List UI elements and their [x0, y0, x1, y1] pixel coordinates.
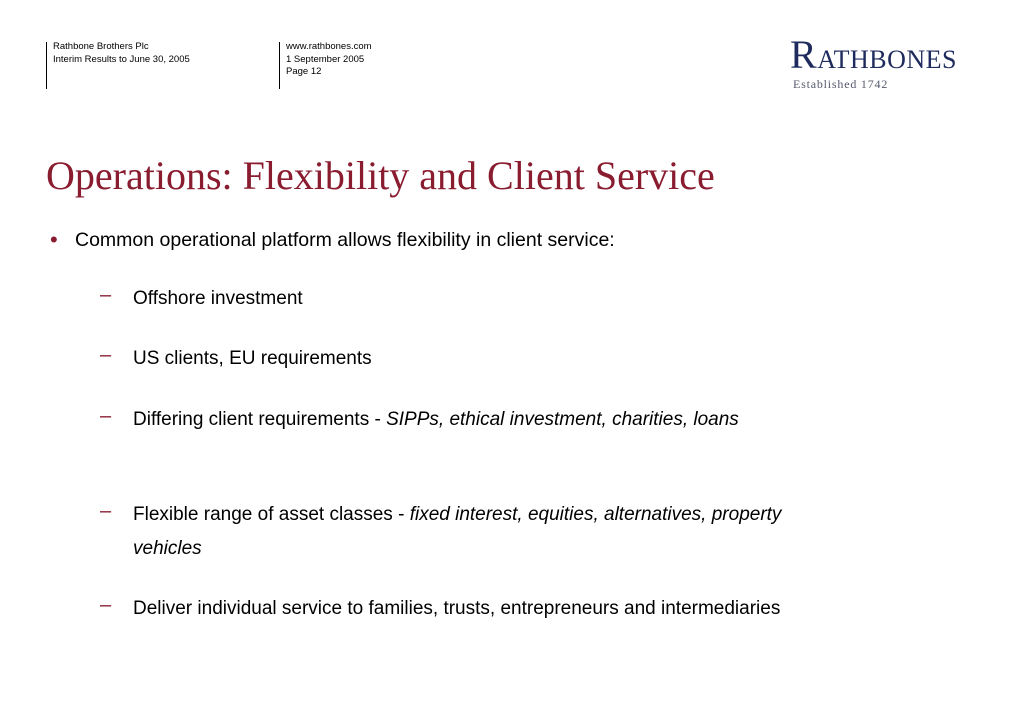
sub-item-text: Flexible range of asset classes - [133, 504, 410, 525]
sub-item-italic: SIPPs, ethical investment, charities, loans [386, 409, 739, 430]
sub-item [100, 403, 790, 437]
sub-item-text: Differing client requirements - [133, 409, 387, 430]
header-divider-left [46, 42, 47, 89]
dash-icon: – [100, 500, 112, 522]
logo-wordmark: RATHBONES [790, 32, 957, 77]
slide-title: Operations: Flexibility and Client Service [46, 153, 715, 198]
dash-icon: – [100, 405, 112, 427]
sub-item [100, 592, 790, 626]
logo-tagline: Established 1742 [793, 77, 889, 91]
company-name: Rathbone Brothers Plc [53, 41, 149, 52]
main-bullet-text: Common operational platform allows flexibility in client service: [75, 229, 615, 251]
bullet-icon: • [50, 227, 58, 252]
dash-icon: – [100, 284, 112, 306]
sub-item [100, 342, 790, 376]
website[interactable]: www.rathbones.com [286, 41, 372, 52]
page-number: Page 12 [286, 66, 322, 77]
sub-item-text: Deliver individual service to families, trusts, entrepreneurs and intermediaries [133, 598, 781, 619]
header-info-block [286, 41, 372, 79]
sub-item [100, 498, 790, 566]
presentation-date: 1 September 2005 [286, 53, 365, 65]
report-title: Interim Results to June 30, 2005 [53, 53, 190, 65]
rathbones-logo [790, 32, 985, 92]
sub-item-text: US clients, EU requirements [133, 348, 372, 369]
sub-item-text: Offshore investment [133, 288, 303, 309]
sub-item [100, 282, 790, 316]
header-company-block [53, 41, 190, 66]
dash-icon: – [100, 594, 112, 616]
header-divider-right [279, 42, 280, 89]
dash-icon: – [100, 344, 112, 366]
sub-item-italic: fixed interest, equities, alternatives, property vehicles [133, 504, 782, 559]
